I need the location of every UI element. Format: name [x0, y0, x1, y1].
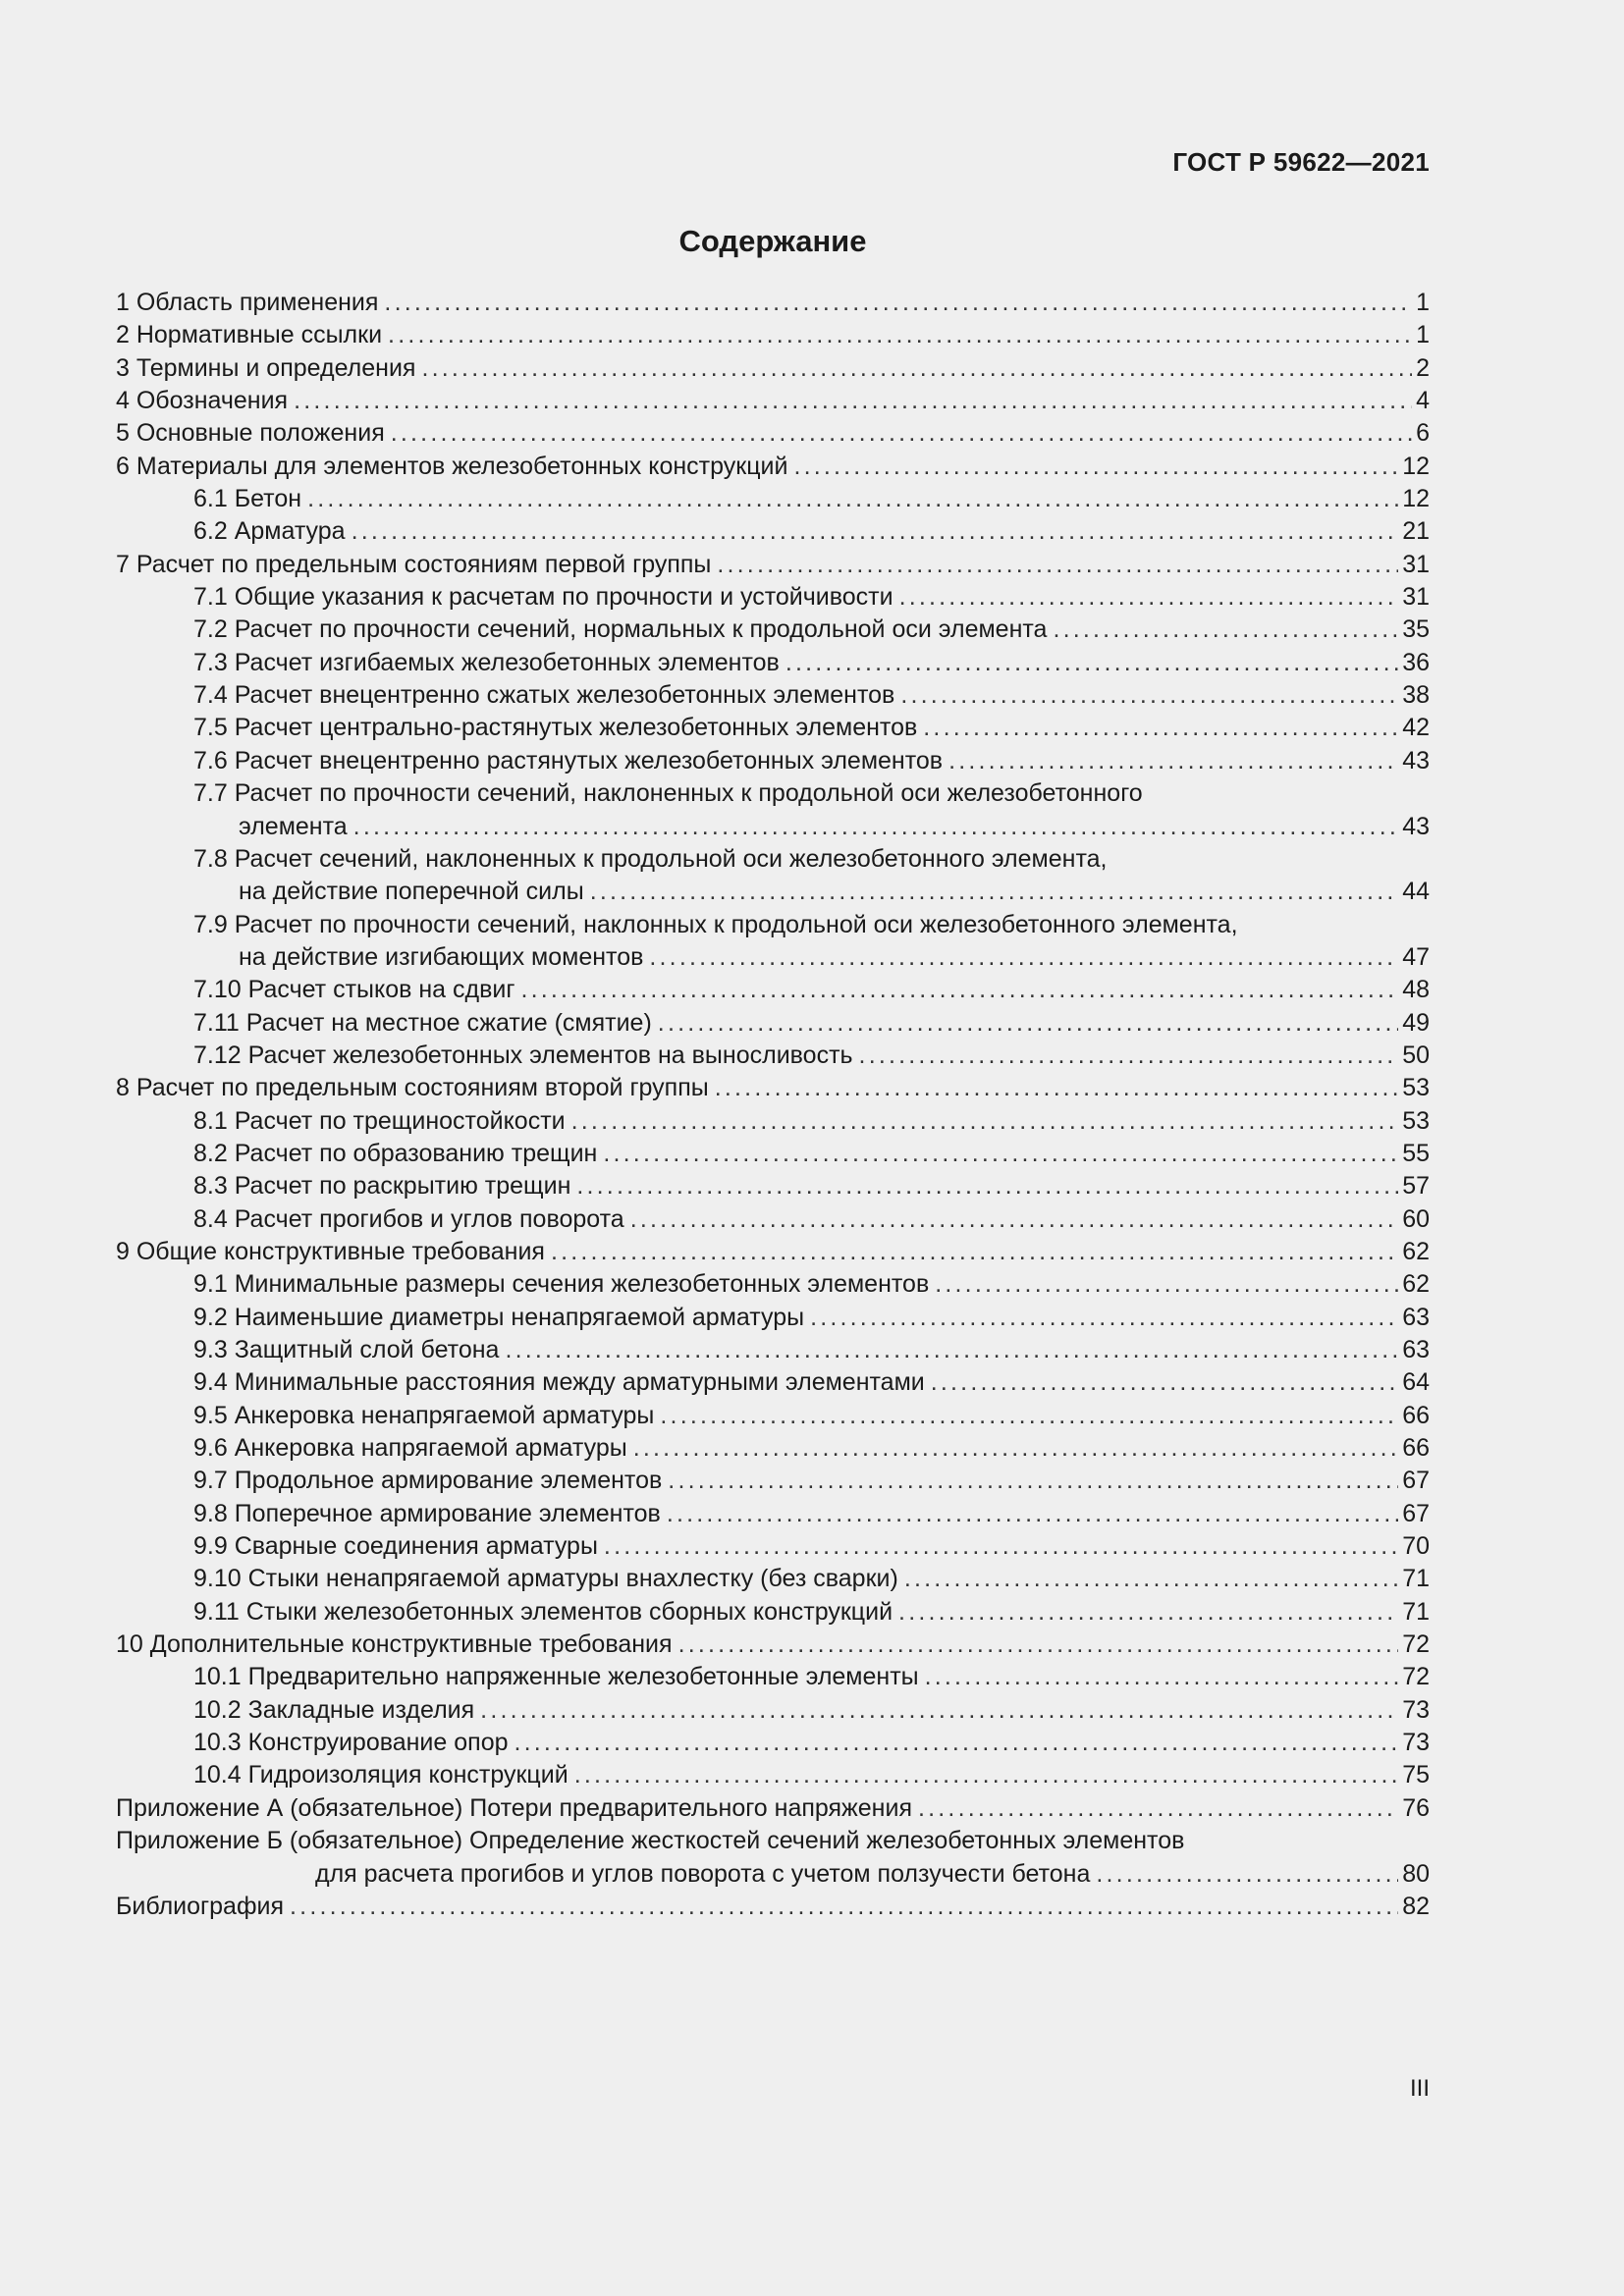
dot-leader	[574, 1759, 1399, 1791]
toc-line	[193, 1432, 1430, 1465]
dot-leader	[551, 1236, 1398, 1268]
toc-entry-page: 66	[1402, 1401, 1430, 1429]
dot-leader	[667, 1498, 1398, 1530]
page-title: Содержание	[678, 224, 867, 258]
toc-entry-page: 43	[1402, 812, 1430, 840]
toc-line	[193, 1563, 1430, 1595]
dot-leader	[859, 1040, 1399, 1072]
toc-entry-text: на действие поперечной силы	[239, 878, 584, 906]
toc-line	[193, 745, 1430, 777]
toc-entry-text: 8.3 Расчет по раскрытию трещин	[193, 1172, 571, 1201]
toc-entry-page: 4	[1416, 387, 1430, 415]
toc-entry-text: 7.8 Расчет сечений, наклоненных к продольной оси железобетонного элемента,	[193, 844, 1108, 873]
toc-entry-page: 62	[1402, 1237, 1430, 1265]
dot-leader	[571, 1105, 1399, 1138]
toc-entry-text: для расчета прогибов и углов поворота с учетом ползучести бетона	[315, 1859, 1091, 1888]
dot-leader	[658, 1007, 1398, 1040]
toc-entry-text: 7.6 Расчет внецентренно растянутых железобетонных элементов	[193, 746, 944, 774]
toc-entry-page: 55	[1402, 1139, 1430, 1167]
toc-line	[193, 1498, 1430, 1530]
toc-line	[193, 614, 1430, 646]
toc-entry-page: 12	[1402, 485, 1430, 513]
dot-leader	[898, 1596, 1398, 1629]
dot-leader	[480, 1694, 1398, 1727]
page-number: III	[1409, 2075, 1430, 2102]
toc-entry-text: 7 Расчет по предельным состояниям первой группы	[116, 550, 712, 578]
toc-entry-page: 57	[1402, 1172, 1430, 1201]
dot-leader	[810, 1302, 1398, 1334]
toc-entry-text: 9.4 Минимальные расстояния между арматурными элементами	[193, 1368, 925, 1397]
toc-entry	[116, 712, 1430, 744]
toc-entry	[116, 1366, 1430, 1399]
toc-entry-text: 9 Общие конструктивные требования	[116, 1237, 545, 1265]
toc-entry-page: 76	[1402, 1793, 1430, 1822]
dot-leader	[793, 451, 1398, 483]
toc-entry-page: 63	[1402, 1336, 1430, 1363]
toc-entry	[116, 1105, 1430, 1138]
toc-line	[193, 515, 1430, 548]
toc-entry-page: 38	[1402, 681, 1430, 710]
toc-entry	[116, 974, 1430, 1006]
toc-entry-text: 9.5 Анкеровка ненапрягаемой арматуры	[193, 1401, 655, 1429]
toc-entry	[116, 1432, 1430, 1465]
dot-leader	[514, 1727, 1399, 1759]
toc-line	[193, 1596, 1430, 1629]
toc-entry-page: 35	[1402, 615, 1430, 644]
toc-line	[116, 1858, 1430, 1891]
dot-leader	[384, 287, 1412, 319]
toc-line	[193, 1105, 1430, 1138]
toc-entry-text: 3 Термины и определения	[116, 353, 416, 382]
toc-entry	[116, 843, 1430, 909]
toc-line	[116, 1891, 1430, 1923]
toc-entry-page: 64	[1402, 1368, 1430, 1397]
toc-entry-text: на действие изгибающих моментов	[239, 942, 644, 971]
toc-entry	[116, 614, 1430, 646]
toc-entry-page: 12	[1402, 452, 1430, 480]
toc-entry	[116, 1530, 1430, 1563]
toc-line	[193, 1759, 1430, 1791]
toc-entry-page: 49	[1402, 1008, 1430, 1037]
toc-entry-text: 9.3 Защитный слой бетона	[193, 1336, 500, 1363]
toc-entry-text: 6.2 Арматура	[193, 517, 346, 546]
toc-entry-page: 47	[1402, 942, 1430, 971]
toc-entry	[116, 1498, 1430, 1530]
toc-entry-text: 7.3 Расчет изгибаемых железобетонных элементов	[193, 648, 780, 676]
toc-line	[116, 1236, 1430, 1268]
toc-entry-text: 9.1 Минимальные размеры сечения железобетонных элементов	[193, 1270, 930, 1299]
toc-line	[193, 1530, 1430, 1563]
toc-line	[193, 1302, 1430, 1334]
toc-entry-page: 2	[1416, 353, 1430, 382]
toc-line	[116, 352, 1430, 385]
toc-entry-text: 2 Нормативные ссылки	[116, 321, 383, 349]
dot-leader	[1096, 1858, 1398, 1891]
toc-entry	[116, 417, 1430, 450]
toc-line	[116, 451, 1430, 483]
toc-line	[193, 1366, 1430, 1399]
toc-entry	[116, 1727, 1430, 1759]
toc-entry	[116, 1072, 1430, 1104]
toc-entry-page: 67	[1402, 1467, 1430, 1495]
toc-entry-text: 10 Дополнительные конструктивные требования	[116, 1630, 673, 1659]
dot-leader	[668, 1465, 1398, 1497]
toc-entry-text: Приложение Б (обязательное) Определение жесткостей сечений железобетонных элементов	[116, 1827, 1185, 1855]
toc-entry	[116, 352, 1430, 385]
toc-entry	[116, 1302, 1430, 1334]
dot-leader	[290, 1891, 1398, 1923]
toc-line	[116, 319, 1430, 351]
toc-entry-text: 9.2 Наименьшие диаметры ненапрягаемой арматуры	[193, 1303, 805, 1331]
toc-entry-text: 8.4 Расчет прогибов и углов поворота	[193, 1204, 624, 1233]
toc-entry-text: 7.5 Расчет центрально-растянутых железобетонных элементов	[193, 714, 918, 742]
toc-line	[193, 1465, 1430, 1497]
toc-entry-text: 4 Обозначения	[116, 387, 289, 415]
toc-entry	[116, 1759, 1430, 1791]
toc-entry-text: 7.11 Расчет на местное сжатие (смятие)	[193, 1008, 652, 1037]
dot-leader	[931, 1366, 1398, 1399]
toc-line	[193, 1268, 1430, 1301]
toc-entry-page: 66	[1402, 1434, 1430, 1463]
toc-entry-text: 1 Область применения	[116, 289, 379, 316]
toc-entry-page: 80	[1402, 1859, 1430, 1888]
toc-entry-text: 7.1 Общие указания к расчетам по прочности и устойчивости	[193, 583, 893, 612]
dot-leader	[630, 1203, 1398, 1236]
toc-entry-page: 48	[1402, 976, 1430, 1004]
toc-entry-text: 9.7 Продольное армирование элементов	[193, 1467, 663, 1495]
toc-line	[193, 1400, 1430, 1432]
toc-entry	[116, 319, 1430, 351]
toc-entry	[116, 385, 1430, 417]
toc-line	[193, 974, 1430, 1006]
toc-entry-text: 9.10 Стыки ненапрягаемой арматуры внахлестку (без сварки)	[193, 1565, 898, 1593]
toc-entry	[116, 745, 1430, 777]
toc-entry	[116, 1334, 1430, 1366]
toc-entry-text: 10.3 Конструирование опор	[193, 1729, 509, 1757]
toc-entry-page: 73	[1402, 1695, 1430, 1724]
toc-line	[116, 1072, 1430, 1104]
toc-entry-text: 7.4 Расчет внецентренно сжатых железобетонных элементов	[193, 681, 895, 710]
dot-leader	[925, 1661, 1399, 1693]
toc-line	[116, 1629, 1430, 1661]
toc-line	[193, 1203, 1430, 1236]
toc-entry-text: 6 Материалы для элементов железобетонных конструкций	[116, 452, 788, 480]
dot-leader	[294, 385, 1412, 417]
toc-line	[116, 385, 1430, 417]
toc-line	[193, 876, 1430, 908]
toc-entry	[116, 679, 1430, 712]
toc-line	[193, 1694, 1430, 1727]
toc-line	[193, 581, 1430, 614]
dot-leader	[660, 1400, 1398, 1432]
toc-entry-text: 6.1 Бетон	[193, 485, 302, 513]
toc-entry-text: 8.2 Расчет по образованию трещин	[193, 1139, 598, 1167]
toc-line	[193, 647, 1430, 679]
toc-entry-text: 8 Расчет по предельным состояниям второй группы	[116, 1074, 709, 1102]
toc-entry-page: 63	[1402, 1303, 1430, 1331]
toc-entry-text: 7.2 Расчет по прочности сечений, нормальных к продольной оси элемента	[193, 615, 1048, 644]
toc-line	[193, 909, 1430, 941]
toc-entry-page: 50	[1402, 1041, 1430, 1069]
toc-entry	[116, 1236, 1430, 1268]
table-of-contents	[116, 287, 1430, 1923]
toc-line	[193, 712, 1430, 744]
dot-leader	[388, 319, 1412, 351]
dot-leader	[918, 1792, 1398, 1825]
toc-line	[116, 417, 1430, 450]
dot-leader	[935, 1268, 1398, 1301]
toc-entry-page: 21	[1402, 517, 1430, 546]
toc-entry-page: 60	[1402, 1204, 1430, 1233]
toc-entry	[116, 581, 1430, 614]
dot-leader	[785, 647, 1398, 679]
toc-entry-text: 7.9 Расчет по прочности сечений, наклонных к продольной оси железобетонного элемента,	[193, 910, 1238, 938]
dot-leader	[904, 1563, 1398, 1595]
dot-leader	[505, 1334, 1398, 1366]
toc-entry	[116, 1792, 1430, 1825]
toc-line	[193, 941, 1430, 974]
toc-entry-page: 1	[1416, 289, 1430, 316]
toc-entry-page: 70	[1402, 1532, 1430, 1561]
dot-leader	[520, 974, 1398, 1006]
toc-entry-page: 75	[1402, 1761, 1430, 1789]
toc-entry	[116, 1170, 1430, 1202]
toc-line	[193, 777, 1430, 810]
dot-leader	[678, 1629, 1399, 1661]
toc-entry	[116, 1563, 1430, 1595]
toc-entry	[116, 1400, 1430, 1432]
toc-entry	[116, 777, 1430, 843]
dot-leader	[391, 417, 1412, 450]
toc-entry	[116, 549, 1430, 581]
dot-leader	[353, 811, 1399, 843]
dot-leader	[649, 941, 1398, 974]
toc-entry	[116, 1268, 1430, 1301]
toc-entry-text: 7.12 Расчет железобетонных элементов на выносливость	[193, 1041, 853, 1069]
toc-entry-page: 31	[1402, 550, 1430, 578]
dot-leader	[307, 483, 1398, 515]
toc-entry-page: 72	[1402, 1663, 1430, 1691]
toc-entry-page: 71	[1402, 1597, 1430, 1626]
toc-entry	[116, 1040, 1430, 1072]
toc-entry-page: 42	[1402, 714, 1430, 742]
toc-entry-text: 10.1 Предварительно напряженные железобетонные элементы	[193, 1663, 919, 1691]
toc-entry-page: 67	[1402, 1499, 1430, 1527]
toc-entry	[116, 1629, 1430, 1661]
toc-line	[193, 843, 1430, 876]
toc-entry-text: Приложение А (обязательное) Потери предварительного напряжения	[116, 1793, 912, 1822]
toc-line	[116, 1825, 1430, 1857]
toc-line	[193, 1334, 1430, 1366]
toc-entry-text: 9.9 Сварные соединения арматуры	[193, 1532, 598, 1561]
toc-entry-page: 53	[1402, 1074, 1430, 1102]
dot-leader	[1053, 614, 1398, 646]
dot-leader	[923, 712, 1398, 744]
toc-entry-page: 71	[1402, 1565, 1430, 1593]
toc-entry-text: 10.4 Гидроизоляция конструкций	[193, 1761, 568, 1789]
toc-line	[116, 1792, 1430, 1825]
dot-leader	[590, 876, 1399, 908]
standard-code: ГОСТ Р 59622—2021	[1172, 147, 1430, 177]
toc-line	[193, 679, 1430, 712]
toc-entry	[116, 1007, 1430, 1040]
dot-leader	[352, 515, 1399, 548]
toc-entry	[116, 1465, 1430, 1497]
dot-leader	[900, 679, 1398, 712]
toc-entry	[116, 1694, 1430, 1727]
toc-entry	[116, 1203, 1430, 1236]
toc-entry	[116, 1825, 1430, 1891]
toc-entry	[116, 483, 1430, 515]
toc-entry	[116, 909, 1430, 975]
toc-entry-page: 72	[1402, 1630, 1430, 1659]
toc-entry-text: 9.11 Стыки железобетонных элементов сборных конструкций	[193, 1597, 893, 1626]
dot-leader	[421, 352, 1412, 385]
toc-entry-page: 6	[1416, 419, 1430, 448]
dot-leader	[576, 1170, 1398, 1202]
toc-entry-page: 62	[1402, 1270, 1430, 1299]
toc-entry-page: 73	[1402, 1729, 1430, 1757]
toc-line	[193, 1040, 1430, 1072]
toc-entry	[116, 1596, 1430, 1629]
toc-entry	[116, 515, 1430, 548]
toc-entry	[116, 287, 1430, 319]
toc-entry-text: 9.8 Поперечное армирование элементов	[193, 1499, 661, 1527]
toc-entry-page: 44	[1402, 878, 1430, 906]
dot-leader	[948, 745, 1398, 777]
toc-entry	[116, 451, 1430, 483]
toc-entry	[116, 647, 1430, 679]
toc-line	[193, 1170, 1430, 1202]
toc-entry-text: 7.10 Расчет стыков на сдвиг	[193, 976, 515, 1004]
toc-line	[193, 1007, 1430, 1040]
dot-leader	[717, 549, 1398, 581]
toc-entry-page: 31	[1402, 583, 1430, 612]
toc-line	[116, 287, 1430, 319]
toc-entry-text: Библиография	[116, 1892, 285, 1920]
dot-leader	[603, 1138, 1398, 1170]
dot-leader	[899, 581, 1399, 614]
toc-entry-text: 10.2 Закладные изделия	[193, 1695, 475, 1724]
toc-line	[116, 549, 1430, 581]
toc-entry-page: 36	[1402, 648, 1430, 676]
toc-entry-text: элемента	[239, 812, 348, 840]
toc-line	[193, 483, 1430, 515]
toc-entry-text: 5 Основные положения	[116, 419, 385, 448]
dot-leader	[715, 1072, 1398, 1104]
toc-entry	[116, 1138, 1430, 1170]
toc-entry-text: 7.7 Расчет по прочности сечений, наклоненных к продольной оси железобетонного	[193, 779, 1143, 808]
toc-entry-page: 53	[1402, 1106, 1430, 1135]
toc-line	[193, 811, 1430, 843]
toc-entry-page: 1	[1416, 321, 1430, 349]
toc-entry	[116, 1891, 1430, 1923]
toc-line	[193, 1138, 1430, 1170]
toc-entry	[116, 1661, 1430, 1693]
toc-entry-text: 8.1 Расчет по трещиностойкости	[193, 1106, 566, 1135]
dot-leader	[604, 1530, 1398, 1563]
toc-line	[193, 1661, 1430, 1693]
dot-leader	[633, 1432, 1399, 1465]
toc-entry-page: 82	[1402, 1892, 1430, 1920]
toc-entry-text: 9.6 Анкеровка напрягаемой арматуры	[193, 1434, 627, 1463]
toc-line	[193, 1727, 1430, 1759]
toc-entry-page: 43	[1402, 746, 1430, 774]
